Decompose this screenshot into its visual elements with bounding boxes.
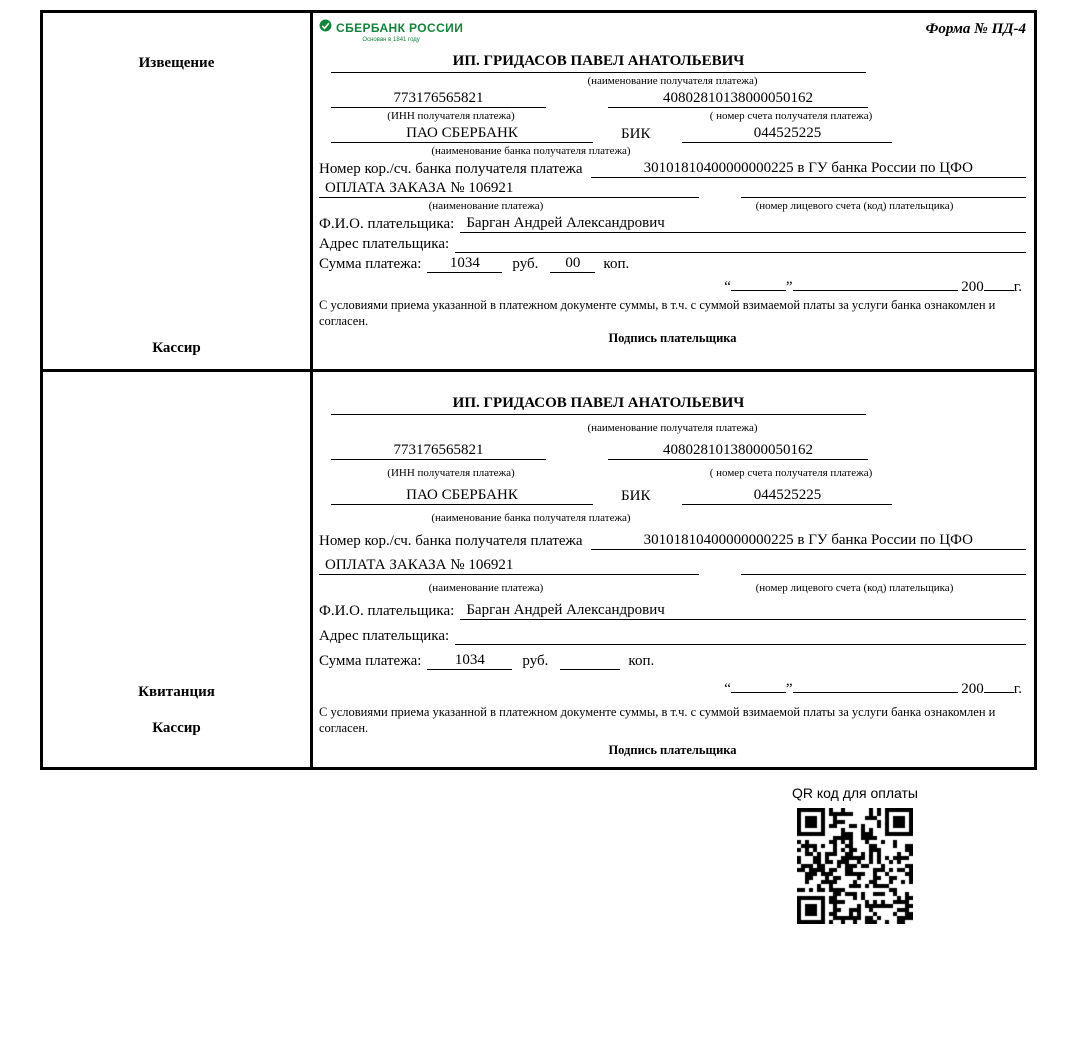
corr-label: Номер кор./сч. банка получателя платежа [319,161,583,177]
notice-section [40,10,1037,372]
sum-row [319,255,1026,273]
quote-close: ” [785,681,793,697]
quote-close: ” [785,279,793,295]
sum-kop-value [560,652,620,670]
fio-row [319,602,1026,620]
account-value: 40802810138000050162 [608,442,868,460]
bank-row [319,125,1026,143]
form-title: Форма № ПД-4 [925,21,1026,37]
inn-caption: (ИНН получателя платежа) [387,467,515,479]
agreement-text: С условиями приема указанной в платежном документе суммы, в т.ч. с суммой взимаемой платы за услуги банка ознакомлен и согласен. [319,705,996,735]
date-day-blank [731,677,786,693]
fio-value: Барган Андрей Александрович [460,215,1026,233]
payee-caption: (наименование получателя платежа) [587,422,758,434]
inn-value: 773176565821 [331,90,546,108]
form-header [319,19,1026,51]
payment-caption: (наименование платежа) [428,200,544,212]
address-blank [455,235,1026,253]
fio-row [319,215,1026,233]
inn-account-captions [319,110,1026,123]
sum-label: Сумма платежа: [319,653,422,669]
kop-label: коп. [603,256,630,272]
date-month-blank [793,275,958,291]
address-label: Адрес плательщика: [319,236,450,252]
sum-kop-value: 00 [550,255,595,273]
year-suffix: г. [1013,681,1022,697]
address-blank [455,627,1026,645]
payee-name: ИП. ГРИДАСОВ ПАВЕЛ АНАТОЛЬЕВИЧ [331,53,866,73]
qr-code [797,808,913,924]
address-row [319,627,1026,645]
receipt-section [40,369,1037,770]
cashier-label: Кассир [152,720,201,736]
personal-account-blank [741,557,1026,575]
inn-account-captions [319,467,1026,480]
quote-open: “ [724,279,731,295]
corr-row [319,160,1026,178]
sum-row [319,652,1026,670]
signature-label: Подпись плательщика [608,743,737,758]
address-label: Адрес плательщика: [319,628,450,644]
bank-row [319,487,1026,505]
corr-value: 30101810400000000225 в ГУ банка России по ЦФО [591,532,1026,550]
payment-captions [319,200,1026,213]
fio-label: Ф.И.О. плательщика: [319,216,455,232]
payment-name: ОПЛАТА ЗАКАЗА № 106921 [319,557,699,575]
sberbank-logo-text: СБЕРБАНК РОССИИ [336,21,464,35]
payment-caption: (наименование платежа) [428,582,544,594]
sberbank-logo [319,19,463,43]
year-suffix: г. [1013,279,1022,295]
personal-account-caption: (номер лицевого счета (код) плательщика) [755,582,954,594]
corr-label: Номер кор./сч. банка получателя платежа [319,533,583,549]
payee-name: ИП. ГРИДАСОВ ПАВЕЛ АНАТОЛЬЕВИЧ [331,395,866,415]
payment-captions [319,582,1026,595]
address-row [319,235,1026,253]
bank-name-value: ПАО СБЕРБАНК [331,487,593,505]
sum-rub-value: 1034 [427,652,512,670]
date-row [319,275,1026,296]
inn-account-row [319,442,1026,460]
bik-value: 044525225 [682,487,892,505]
rub-label: руб. [512,256,539,272]
personal-account-caption: (номер лицевого счета (код) плательщика) [755,200,954,212]
bik-value: 044525225 [682,125,892,143]
inn-account-row [319,90,1026,108]
signature-label: Подпись плательщика [608,331,737,346]
bank-caption: (наименование банка получателя платежа) [431,512,631,524]
payee-caption: (наименование получателя платежа) [587,75,758,87]
cashier-label: Кассир [152,340,201,356]
personal-account-blank [741,180,1026,198]
agreement-text: С условиями приема указанной в платежном документе суммы, в т.ч. с суммой взимаемой платы за услуги банка ознакомлен и согласен. [319,298,996,328]
year-blank [984,677,1014,693]
rub-label: руб. [522,653,549,669]
sum-label: Сумма платежа: [319,256,422,272]
notice-side-cell [43,13,313,369]
payment-row [319,180,1026,198]
receipt-label: Квитанция [138,684,215,700]
qr-block [775,785,935,924]
fio-value: Барган Андрей Александрович [460,602,1026,620]
year-prefix: 200 [961,279,984,295]
payment-row [319,557,1026,575]
bik-label: БИК [621,126,651,142]
bank-name-value: ПАО СБЕРБАНК [331,125,593,143]
fio-label: Ф.И.О. плательщика: [319,603,455,619]
order-number: 106921 [468,557,514,573]
order-number: 106921 [468,180,514,196]
qr-label: QR код для оплаты [791,785,918,801]
corr-value: 30101810400000000225 в ГУ банка России по ЦФО [591,160,1026,178]
account-caption: ( номер счета получателя платежа) [709,110,873,122]
sberbank-logo-icon [319,19,332,37]
receipt-content [313,372,1034,767]
sberbank-logo-tagline: Основан в 1841 году [362,37,420,43]
sum-rub-value: 1034 [427,255,502,273]
date-row [319,677,1026,698]
account-value: 40802810138000050162 [608,90,868,108]
notice-content [313,13,1034,369]
bik-label: БИК [621,488,651,504]
date-month-blank [793,677,958,693]
inn-caption: (ИНН получателя платежа) [387,110,515,122]
receipt-side-cell [43,372,313,767]
inn-value: 773176565821 [331,442,546,460]
quote-open: “ [724,681,731,697]
corr-row [319,532,1026,550]
year-blank [984,275,1014,291]
notice-label: Извещение [138,55,215,71]
year-prefix: 200 [961,681,984,697]
account-caption: ( номер счета получателя платежа) [709,467,873,479]
bank-caption: (наименование банка получателя платежа) [431,145,631,157]
date-day-blank [731,275,786,291]
kop-label: коп. [628,653,655,669]
payment-name: ОПЛАТА ЗАКАЗА № 106921 [319,180,699,198]
